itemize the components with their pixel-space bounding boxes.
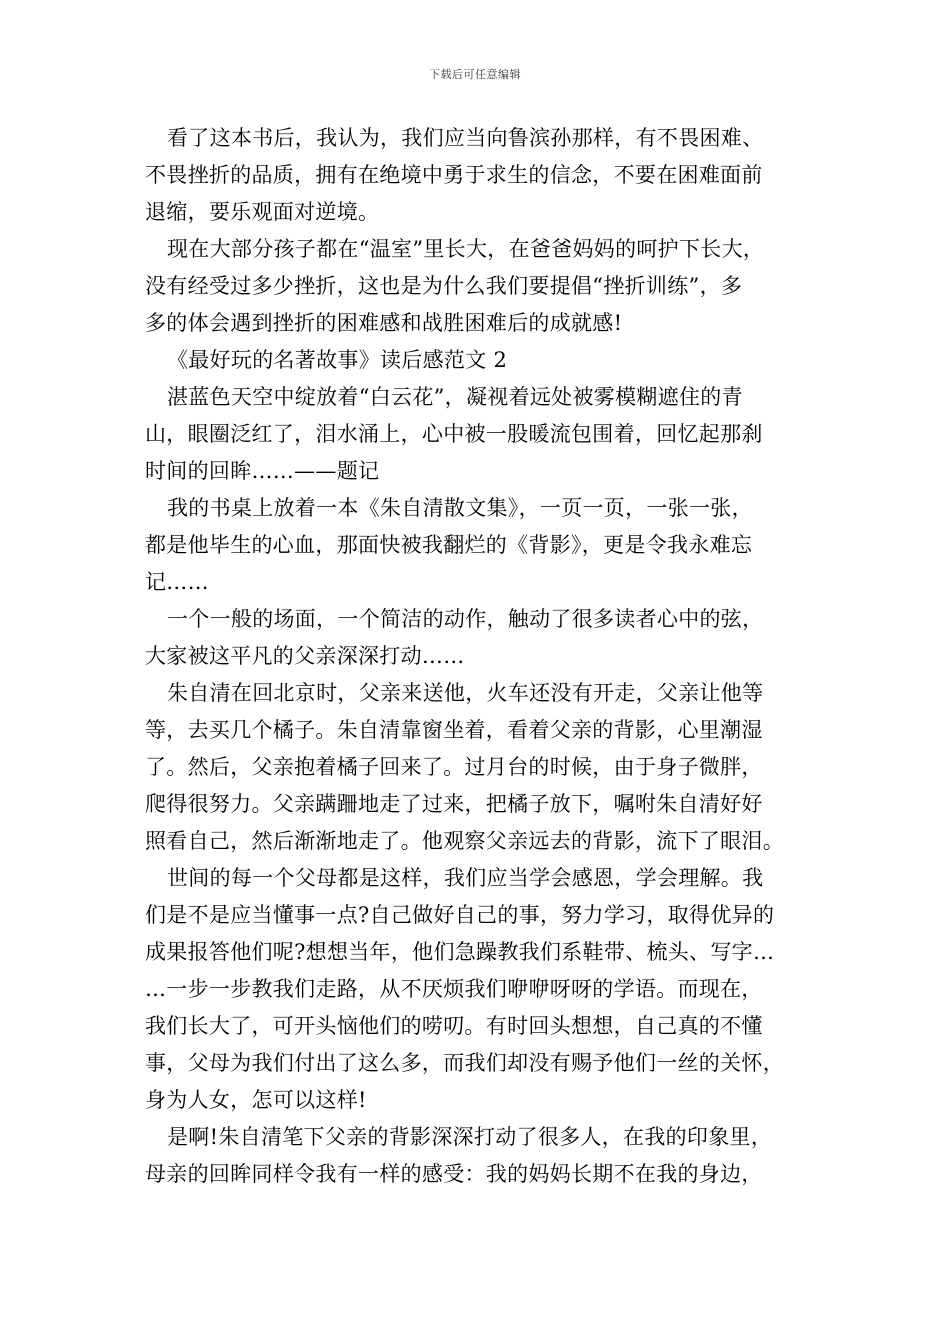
text-line: 照看自己，然后渐渐地走了。他观察父亲远去的背影，流下了眼泪。 <box>145 829 784 853</box>
text-line: 爬得很努力。父亲蹒跚地走了过来，把橘子放下，嘱咐朱自清好好 <box>145 792 763 816</box>
text-line: 看了这本书后，我认为，我们应当向鲁滨孙那样，有不畏困难、 <box>167 126 764 150</box>
text-line: 是啊!朱自清笔下父亲的背影深深打动了很多人，在我的印象里， <box>167 1125 773 1149</box>
text-line: 大家被这平凡的父亲深深打动…… <box>145 644 465 668</box>
page-header: 下载后可任意编辑 <box>429 68 521 81</box>
text-line: 都是他毕生的心血，那面快被我翻烂的《背影》，更是令我永难忘 <box>145 533 753 557</box>
text-line: 时间的回眸……——题记 <box>145 459 380 483</box>
text-line: 记…… <box>145 570 209 594</box>
text-line: 我的书桌上放着一本《朱自清散文集》，一页一页，一张一张， <box>167 496 753 520</box>
text-line: 身为人女，怎可以这样! <box>145 1088 367 1112</box>
text-line: 山，眼圈泛红了，泪水涌上，心中被一股暖流包围着，回忆起那刹 <box>145 422 763 446</box>
text-line: 不畏挫折的品质，拥有在绝境中勇于求生的信念，不要在困难面前 <box>145 163 763 187</box>
text-line: 等，去买几个橘子。朱自清靠窗坐着，看着父亲的背影，心里潮湿 <box>145 718 763 742</box>
text-line: …一步一步教我们走路，从不厌烦我们咿咿呀呀的学语。而现在， <box>145 977 763 1001</box>
text-line: 我们长大了，可开头恼他们的唠叨。有时回头想想，自己真的不懂 <box>145 1014 763 1038</box>
text-line: 母亲的回眸同样令我有一样的感受：我的妈妈长期不在我的身边， <box>145 1162 763 1186</box>
text-line: 事，父母为我们付出了这么多，而我们却没有赐予他们一丝的关怀， <box>145 1051 784 1075</box>
text-line: 湛蓝色天空中绽放着“白云花”，凝视着远处被雾模糊遮住的青 <box>167 385 743 409</box>
text-line: 一个一般的场面，一个简洁的动作，触动了很多读者心中的弦， <box>167 607 764 631</box>
text-line: 退缩，要乐观面对逆境。 <box>145 200 380 224</box>
document-body <box>145 120 825 1193</box>
text-line: 们是不是应当懂事一点?自己做好自己的事，努力学习，取得优异的 <box>145 903 775 927</box>
text-line: 了。然后，父亲抱着橘子回来了。过月台的时候，由于身子微胖， <box>145 755 763 779</box>
section-heading: 《最好玩的名著故事》读后感范文 2 <box>167 348 508 372</box>
text-line: 世间的每一个父母都是这样，我们应当学会感恩，学会理解。我 <box>167 866 764 890</box>
text-line: 成果报答他们呢?想想当年，他们急躁教我们系鞋带、梳头、写字… <box>145 940 775 964</box>
text-line: 朱自清在回北京时，父亲来送他，火车还没有开走，父亲让他等 <box>167 681 764 705</box>
text-line: 没有经受过多少挫折，这也是为什么我们要提倡“挫折训练”，多 <box>145 274 743 298</box>
text-line: 多的体会遇到挫折的困难感和战胜困难后的成就感! <box>145 311 623 335</box>
text-line: 现在大部分孩子都在“温室”里长大，在爸爸妈妈的呵护下长大， <box>167 237 765 261</box>
